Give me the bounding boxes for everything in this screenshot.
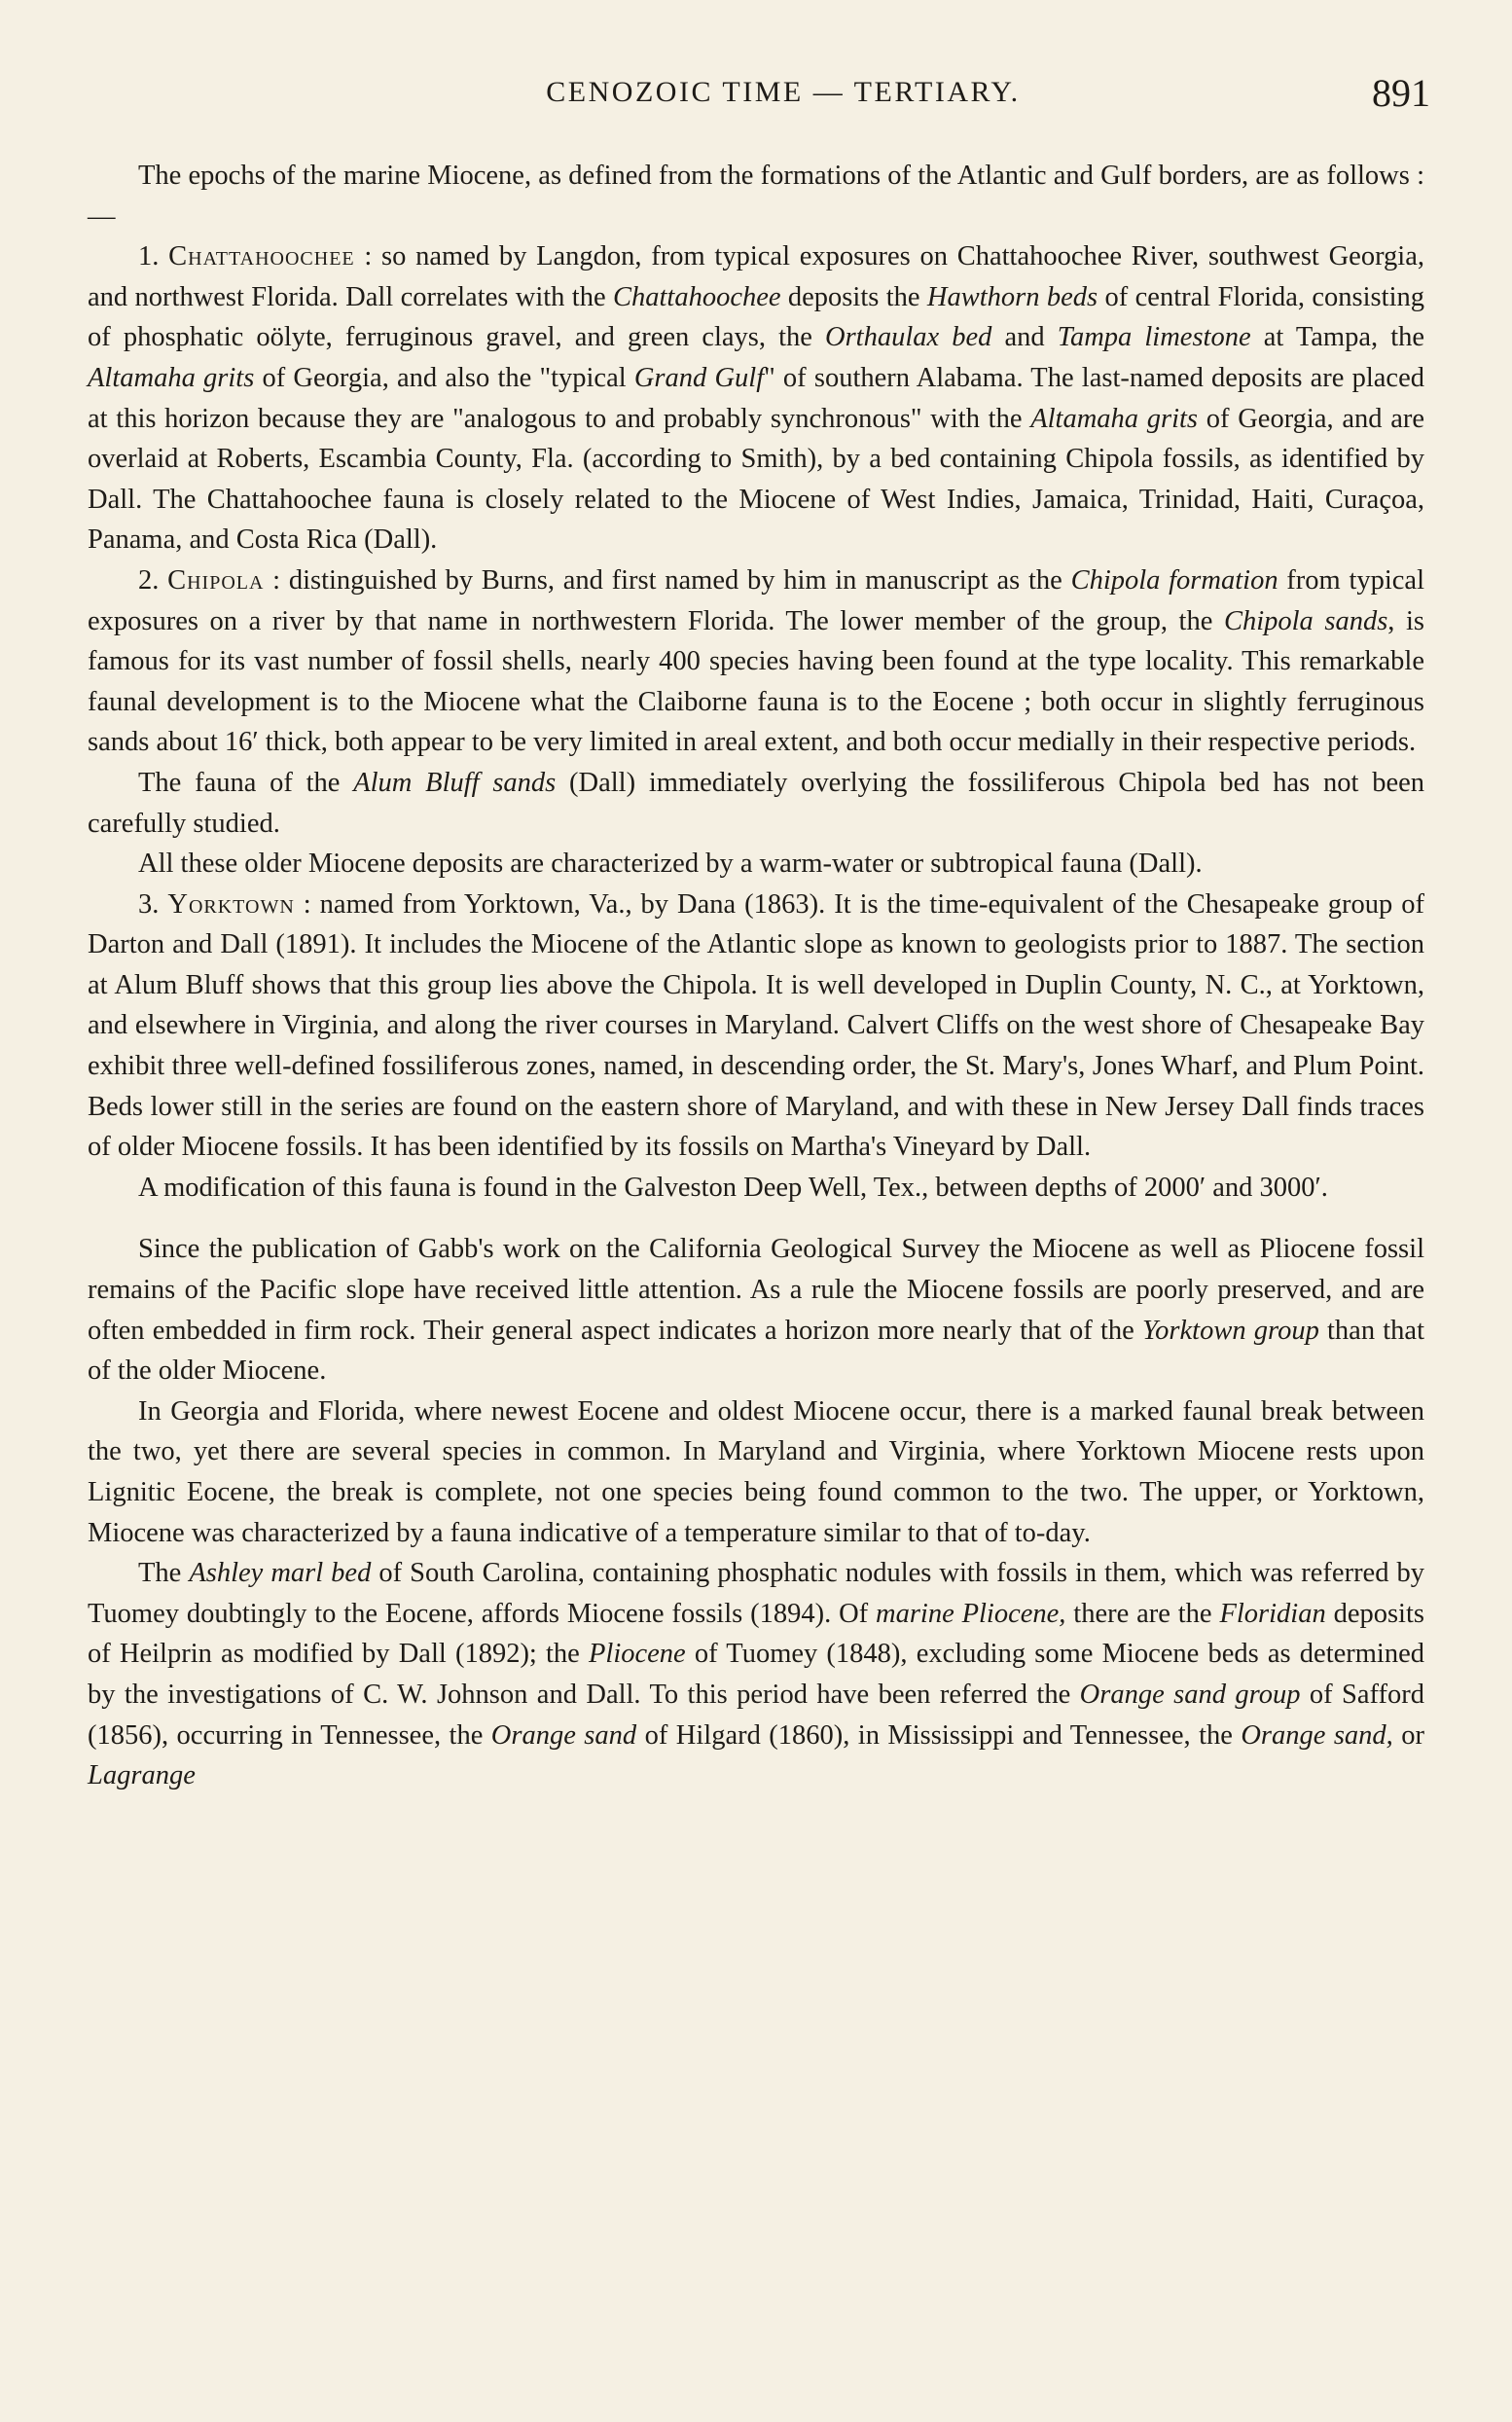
text-run: of South Carolina, containing phosphatic nodules with fossils in them, which was referred by Tuomey doubtingly to the Eocene, affords Miocene fossils (1894). Of <box>88 1558 1424 1629</box>
text-run: : distinguished by Burns, and first named by him in manuscript as the <box>264 564 1071 596</box>
italic-term: Pliocene <box>589 1639 686 1670</box>
text-run: there are the <box>1065 1598 1220 1629</box>
italic-term: Altamaha grits <box>88 362 255 393</box>
text-run: , is famous for its vast number of fossil shells, nearly 400 species having been found at the type locality. This remarkable faunal development is to the Miocene what the Claiborne fauna is to the Eocene ; both occur in slightly ferruginous sands about 16′ thick, both appear to be very limited in areal extent, and both occur medially in their respective periods. <box>88 605 1424 758</box>
text-run: deposits the <box>780 281 927 312</box>
italic-term: Hawthorn beds <box>926 281 1098 312</box>
text-run: (Dall) immediately overlying the fossiliferous Chipola bed has not been carefully studied. <box>88 767 1424 839</box>
section-heading: Yorktown <box>167 888 295 920</box>
italic-term: Orange sand group <box>1079 1679 1301 1710</box>
text-run: The epochs of the marine Miocene, as defined from the formations of the Atlantic and Gulf borders, are as follows : — <box>88 161 1424 232</box>
paragraph <box>88 1168 1424 1209</box>
italic-term: Alum Bluff sands <box>353 767 557 798</box>
italic-term: Orange sand <box>490 1719 637 1751</box>
text-run: 1. <box>138 241 169 272</box>
italic-term: Floridian <box>1219 1598 1326 1629</box>
italic-term: Chipola sands <box>1223 605 1388 636</box>
section-heading: Chipola <box>167 564 265 596</box>
paragraph <box>88 236 1424 560</box>
running-head <box>136 70 1430 128</box>
text-run: at Tampa, the <box>1250 322 1425 353</box>
text-run: Since the publication of Gabb's work on the California Geological Survey the Miocene as well as Pliocene fossil remains of the Pacific slope have received little attention. As a rule the Miocene fossils are poorly preserved, and are often embedded in firm rock. Their general aspect indicates a horizon more nearly that of the <box>88 1234 1424 1346</box>
text-run: In Georgia and Florida, where newest Eocene and oldest Miocene occur, there is a marked faunal break between the two, yet there are several species in common. In Maryland and Virginia, where Yorktown Miocene rests upon Lignitic Eocene, the break is complete, not one species being found common to the two. The upper, or Yorktown, Miocene was characterized by a fauna indicative of a temperature similar to that of to-day. <box>88 1395 1424 1548</box>
paragraph <box>88 560 1424 763</box>
italic-term: Tampa limestone <box>1057 322 1251 353</box>
text-run: The fauna of the <box>138 767 354 798</box>
italic-term: Yorktown group <box>1141 1315 1319 1346</box>
text-run: All these older Miocene deposits are characterized by a warm-water or subtropical fauna (Dall). <box>138 849 1203 880</box>
text-run: : named from Yorktown, Va., by Dana (1863). It is the time-equivalent of the Chesapeake group of Darton and Dall (1891). It includes the Miocene of the Atlantic slope as known to geologists prior to 1887. The section at Alum Bluff shows that this group lies above the Chipola. It is well developed in Duplin County, N. C., at Yorktown, and elsewhere in Virginia, and along the river courses in Maryland. Calvert Cliffs on the west shore of Chesapeake Bay exhibit three well-defined fossiliferous zones, named, in descending order, the St. Mary's, Jones Wharf, and Plum Point. Beds lower still in the series are found on the eastern shore of Maryland, and with these in New Jersey Dall finds traces of older Miocene fossils. It has been identified by its fossils on Martha's Vineyard by Dall. <box>88 888 1425 1163</box>
text-run: 2. <box>138 564 168 596</box>
text-run: than that of the older Miocene. <box>88 1315 1424 1387</box>
text-run: from typical exposures on a river by that name in northwestern Florida. The lower member of the group, the <box>88 564 1424 636</box>
italic-term: marine Pliocene, <box>876 1598 1066 1629</box>
text-run: of Safford (1856), occurring in Tennessee, the <box>88 1679 1424 1751</box>
text-run: : so named by Langdon, from typical exposures on Chattahoochee River, southwest Georgia, and northwest Florida. Dall correlates with the <box>88 241 1424 312</box>
text-run: of Georgia, and also the "typical <box>254 362 634 393</box>
text-run: 3. <box>138 888 168 920</box>
text-run: or <box>1392 1719 1424 1751</box>
italic-term: Orthaulax bed <box>825 322 992 353</box>
paragraph <box>88 844 1424 885</box>
page-number: 891 <box>1372 71 1430 115</box>
text-run: of Tuomey (1848), excluding some Miocene beds as determined by the investigations of C. W. Johnson and Dall. To this period have been referred the <box>88 1639 1424 1710</box>
paragraph <box>88 1553 1424 1796</box>
text-run: of Georgia, and are overlaid at Roberts, Escambia County, Fla. (according to Smith), by a bed containing Chipola fossils, as identified by Dall. The Chattahoochee fauna is closely related to the Miocene of West Indies, Jamaica, Trinidad, Haiti, Curaçoa, Panama, and Costa Rica (Dall). <box>88 403 1424 556</box>
text-run: of Hilgard (1860), in Mississippi and Tennessee, the <box>636 1719 1242 1751</box>
italic-term: Lagrange <box>88 1760 196 1791</box>
paragraph <box>88 156 1424 236</box>
paragraph <box>88 1392 1424 1553</box>
italic-term: Chattahoochee <box>612 281 781 312</box>
italic-term: Grand Gulf <box>633 362 765 393</box>
paragraph <box>88 763 1424 844</box>
running-title: CENOZOIC TIME — TERTIARY. <box>546 76 1021 108</box>
body-text <box>88 156 1424 1796</box>
italic-term: Orange sand, <box>1241 1719 1393 1751</box>
paragraph <box>88 1229 1424 1391</box>
paragraph <box>88 885 1424 1168</box>
text-run: deposits of Heilprin as modified by Dall (1892); the <box>88 1598 1424 1670</box>
text-run: and <box>991 322 1058 353</box>
section-heading: Chattahoochee <box>168 241 355 272</box>
text-run: The <box>138 1558 190 1589</box>
italic-term: Altamaha grits <box>1030 403 1199 434</box>
italic-term: Chipola formation <box>1070 564 1278 596</box>
text-run: A modification of this fauna is found in the Galveston Deep Well, Tex., between depths of 2000′ and 3000′. <box>138 1172 1328 1203</box>
text-run: " of southern Alabama. The last-named deposits are placed at this horizon because they are "analogous to and probably synchronous" with the <box>88 362 1424 434</box>
italic-term: Ashley marl bed <box>189 1558 372 1589</box>
text-run: of central Florida, consisting of phosphatic oölyte, ferruginous gravel, and green clays, the <box>88 281 1424 353</box>
